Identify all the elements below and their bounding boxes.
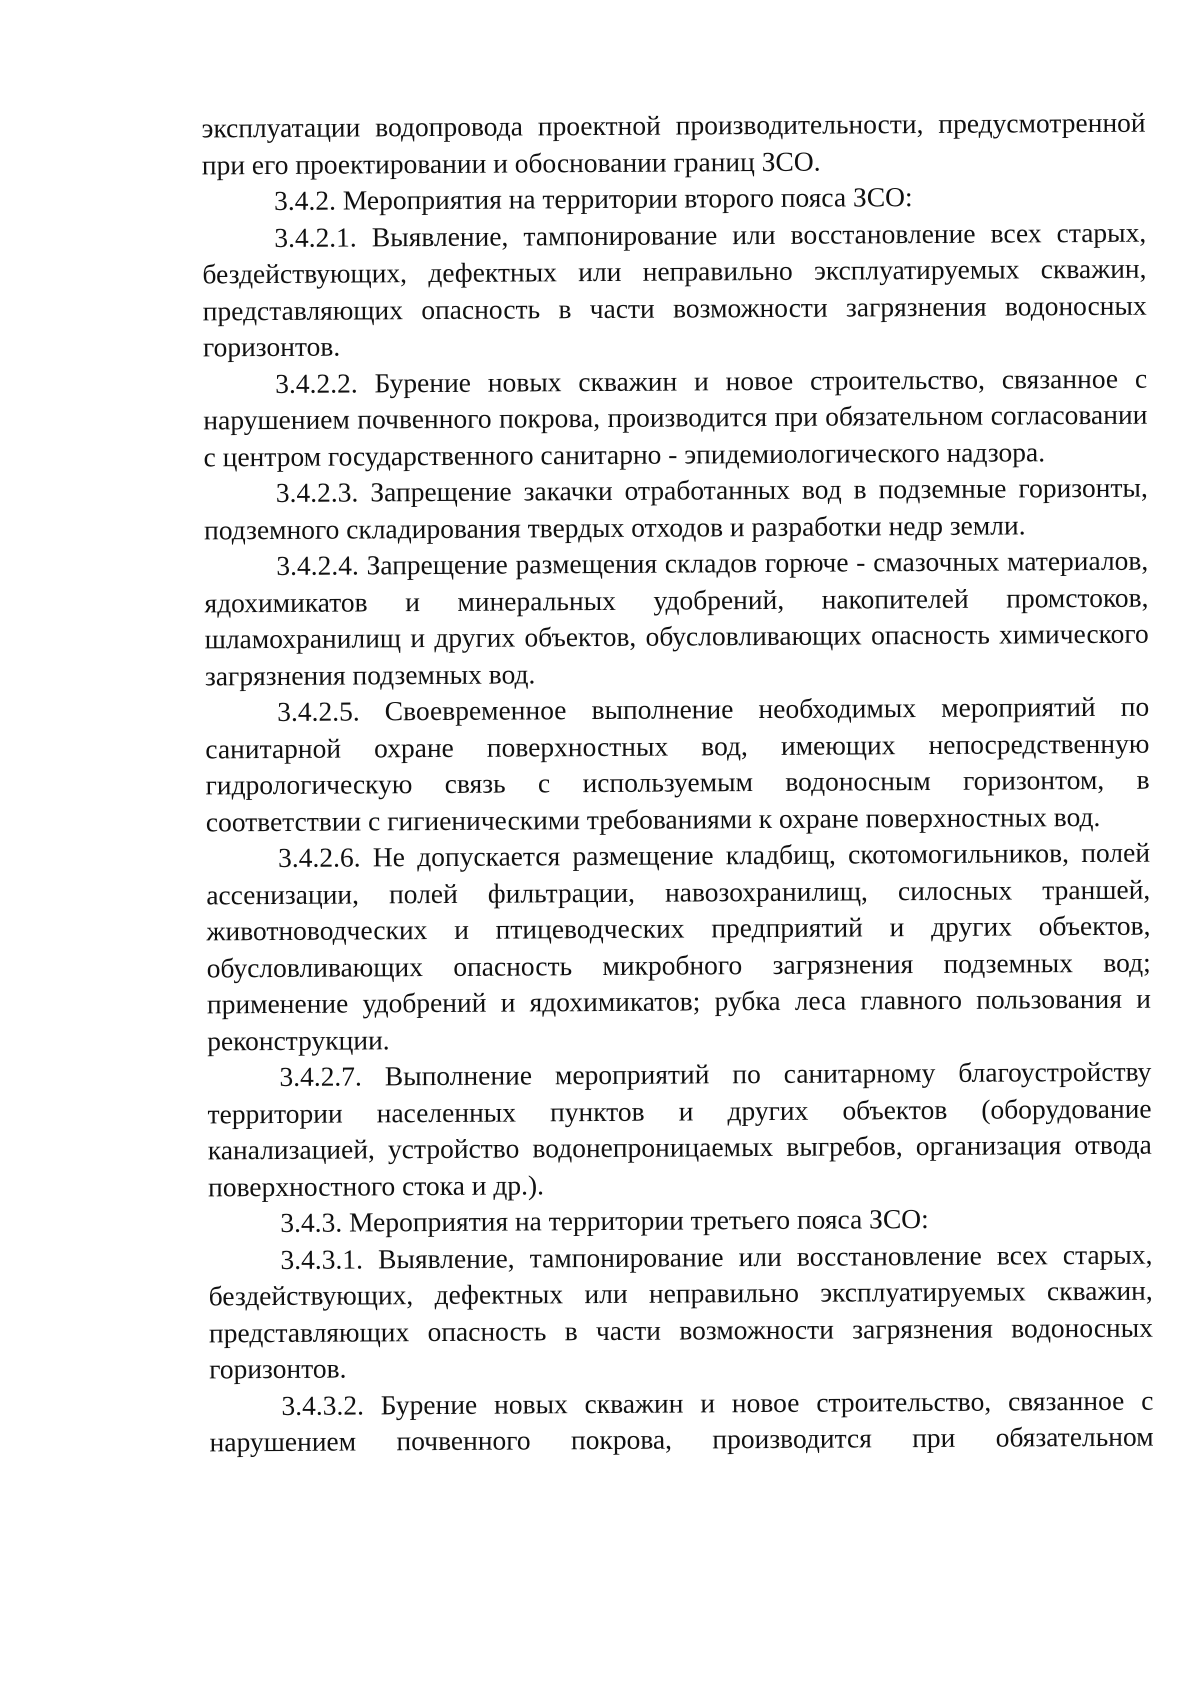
- paragraph-3-4-2-5: 3.4.2.5. Своевременное выполнение необходимых мероприятий по санитарной охране поверхностных вод, имеющих непосредственную гидрологическую связь с используемым водоносным горизонтом, в соответствии с гигиеническими требованиями к охране поверхностных вод.: [205, 690, 1150, 837]
- paragraph-3-4-2-7: 3.4.2.7. Выполнение мероприятий по санитарному благоустройству территории населенных пунктов и других объектов (оборудование канализацией, устройство водонепроницаемых выгребов, организация отвода поверхностного стока и др.).: [207, 1055, 1152, 1202]
- paragraph-3-4-2-1: 3.4.2.1. Выявление, тампонирование или восстановление всех старых, бездействующих, дефектных или неправильно эксплуатируемых скважин, представляющих опасность в части возможности загрязнения водоносных горизонтов.: [202, 216, 1147, 363]
- paragraph-3-4-2-3: 3.4.2.3. Запрещение закачки отработанных вод в подземные горизонты, подземного складирования твердых отходов и разработки недр земли.: [203, 471, 1148, 545]
- paragraph-3-4-3-1: 3.4.3.1. Выявление, тампонирование или восстановление всех старых, бездействующих, дефектных или неправильно эксплуатируемых скважин, представляющих опасность в части возможности загрязнения водоносных горизонтов.: [208, 1238, 1154, 1385]
- paragraph-3-4-3-2: 3.4.3.2. Бурение новых скважин и новое строительство, связанное с нарушением почвенного покрова, производится при обязательном: [209, 1384, 1154, 1458]
- paragraph-3-4-3: 3.4.3. Мероприятия на территории третьего пояса ЗСО:: [280, 1202, 929, 1238]
- paragraph-3-4-2-2: 3.4.2.2. Бурение новых скважин и новое строительство, связанное с нарушением почвенного покрова, производится при обязательном согласовании с центром государственного санитарно - эпидемиологического надзора.: [203, 362, 1148, 472]
- paragraph-3-4-2-6: 3.4.2.6. Не допускается размещение кладбищ, скотомогильников, полей ассенизации, полей фильтрации, навозохранилищ, силосных траншей, животноводческих и птицеводческих предприятий и других объектов, обусловливающих опасность микробного загрязнения подземных вод; применение удобрений и ядохимикатов; рубка леса главного пользования и реконструкции.: [206, 836, 1152, 1056]
- paragraph-continuation: эксплуатации водопровода проектной производительности, предусмотренной при его проектировании и обосновании границ ЗСО.: [201, 106, 1146, 180]
- paragraph-3-4-2-4: 3.4.2.4. Запрещение размещения складов горюче - смазочных материалов, ядохимикатов и минеральных удобрений, накопителей промстоков, шламохранилищ и других объектов, обусловливающих опасность химического загрязнения подземных вод.: [204, 544, 1149, 691]
- paragraph-3-4-2: 3.4.2. Мероприятия на территории второго пояса ЗСО:: [273, 181, 913, 216]
- document-body: [201, 105, 1153, 1461]
